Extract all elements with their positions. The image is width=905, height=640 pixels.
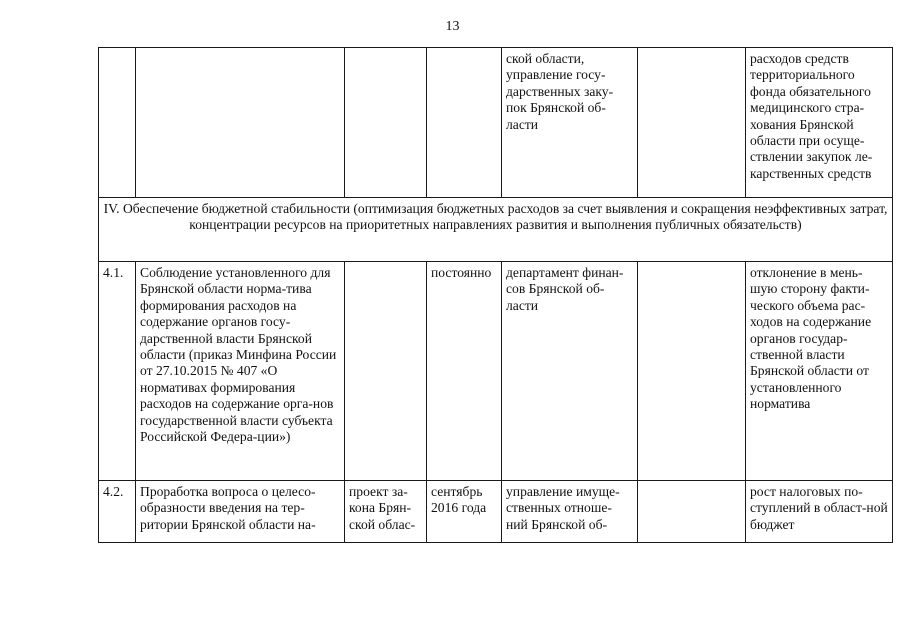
- cell-executor: ской области, управление госу-дарственных заку-пок Брянской об-ласти: [502, 48, 638, 198]
- cell-num: 4.2.: [99, 481, 136, 543]
- cell-document: [345, 262, 427, 481]
- cell-deadline: постоянно: [427, 262, 502, 481]
- table-row-continued: [99, 48, 893, 198]
- cell-deadline: [427, 48, 502, 198]
- table-row: [99, 481, 893, 543]
- section-heading-row: [99, 198, 893, 262]
- table-row: [99, 262, 893, 481]
- page-number: 13: [445, 19, 460, 34]
- cell-num: [99, 48, 136, 198]
- cell-funding: [638, 481, 746, 543]
- cell-measure: Соблюдение установленного для Брянской области норма-тива формирования расходов на содержание органов госу-дарственной власти Брянской области (приказ Минфина России от 27.10.2015 № 407 «О нормативах формирования расходов на содержание орга-нов государственной власти субъекта Российской Федера-ции»): [136, 262, 345, 481]
- cell-executor: управление имуще-ственных отноше-ний Брянской об-: [502, 481, 638, 543]
- measures-table: [98, 47, 893, 543]
- cell-measure: [136, 48, 345, 198]
- cell-result: рост налоговых по-ступлений в област-ной бюджет: [746, 481, 893, 543]
- section-title: IV. Обеспечение бюджетной стабильности (оптимизация бюджетных расходов за счет выявления и сокращения неэффективных затрат, концентрации ресурсов на приоритетных направлениях развития и выполнения публичных обязательств): [99, 198, 893, 262]
- cell-funding: [638, 48, 746, 198]
- cell-num: 4.1.: [99, 262, 136, 481]
- cell-measure: Проработка вопроса о целесо-образности введения на тер-ритории Брянской области на-: [136, 481, 345, 543]
- cell-result: расходов средств территориального фонда обязательного медицинского стра-хования Брянской области при осуще-ствлении закупок ле-карственных средств: [746, 48, 893, 198]
- cell-document: проект за-кона Брян-ской облас-: [345, 481, 427, 543]
- cell-result: отклонение в мень-шую сторону факти-ческого объема рас-ходов на содержание органов государ-ственной власти Брянской области от установленного норматива: [746, 262, 893, 481]
- cell-funding: [638, 262, 746, 481]
- cell-deadline: сентябрь 2016 года: [427, 481, 502, 543]
- cell-executor: департамент финан-сов Брянской об-ласти: [502, 262, 638, 481]
- cell-document: [345, 48, 427, 198]
